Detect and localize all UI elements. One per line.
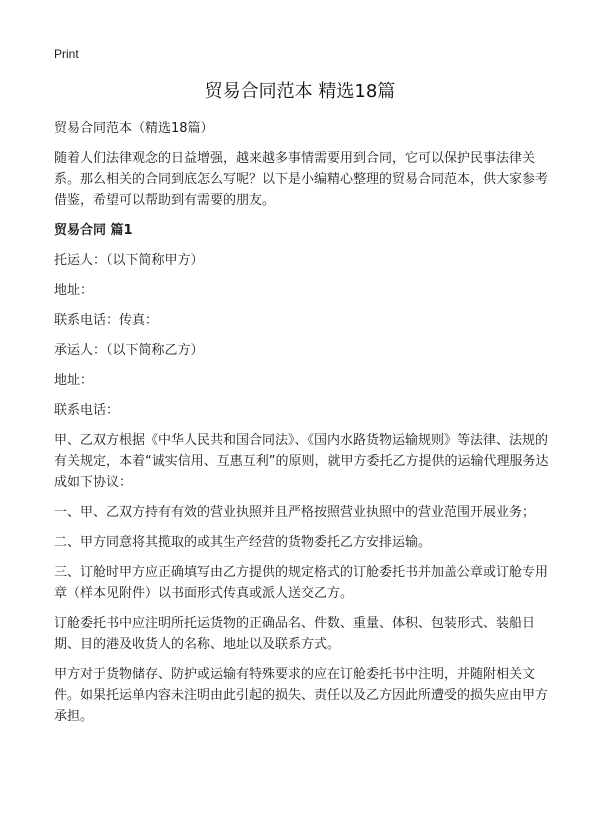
clause-three: 三、订舱时甲方应正确填写由乙方提供的规定格式的订舱委托书并加盖公章或订舱专用章（样本见附件）以书面形式传真或派人送交乙方。	[54, 565, 549, 601]
clause-one: 一、甲、乙双方持有有效的营业执照并且严格按照营业执照中的营业范围开展业务；	[54, 505, 536, 520]
document-body	[54, 118, 554, 736]
shipper-address-line: 地址：	[54, 283, 94, 298]
booking-details-paragraph: 订舱委托书中应注明所托运货物的正确品名、件数、重量、体积、包装形式、装船日期、目的港及收货人的名称、地址以及联系方式。	[54, 616, 536, 652]
carrier-line: 承运人：（以下简称乙方）	[54, 343, 204, 358]
document-title: 贸易合同范本 精选18篇	[204, 81, 396, 102]
agreement-preamble: 甲、乙双方根据《中华人民共和国合同法》、《国内水路货物运输规则》等法律、法规的有关规定，本着“诚实信用、互惠互利”的原则，就甲方委托乙方提供的运输代理服务达成如下协议：	[54, 433, 549, 490]
carrier-address-line: 地址：	[54, 373, 94, 388]
section-heading: 贸易合同 篇1	[54, 223, 133, 238]
special-requirements-paragraph: 甲方对于货物储存、防护或运输有特殊要求的应在订舱委托书中注明，并随附相关文件。如果托运单内容未注明由此引起的损失、责任以及乙方因此所遭受的损失应由甲方承担。	[54, 667, 549, 724]
clause-two: 二、甲方同意将其揽取的或其生产经营的货物委托乙方安排运输。	[54, 535, 432, 550]
carrier-phone-line: 联系电话：	[54, 403, 120, 418]
intro-paragraph: 随着人们法律观念的日益增强，越来越多事情需要用到合同，它可以保护民事法律关系。那么相关的合同到底怎么写呢？以下是小编精心整理的贸易合同范本，供大家参考借鉴，希望可以帮助到有需要的朋友。	[54, 151, 549, 208]
document-subtitle: 贸易合同范本（精选18篇）	[54, 121, 214, 136]
shipper-phone-fax-line: 联系电话：传真：	[54, 313, 159, 328]
print-label: Print	[54, 47, 79, 61]
shipper-line: 托运人：（以下简称甲方）	[54, 253, 204, 268]
